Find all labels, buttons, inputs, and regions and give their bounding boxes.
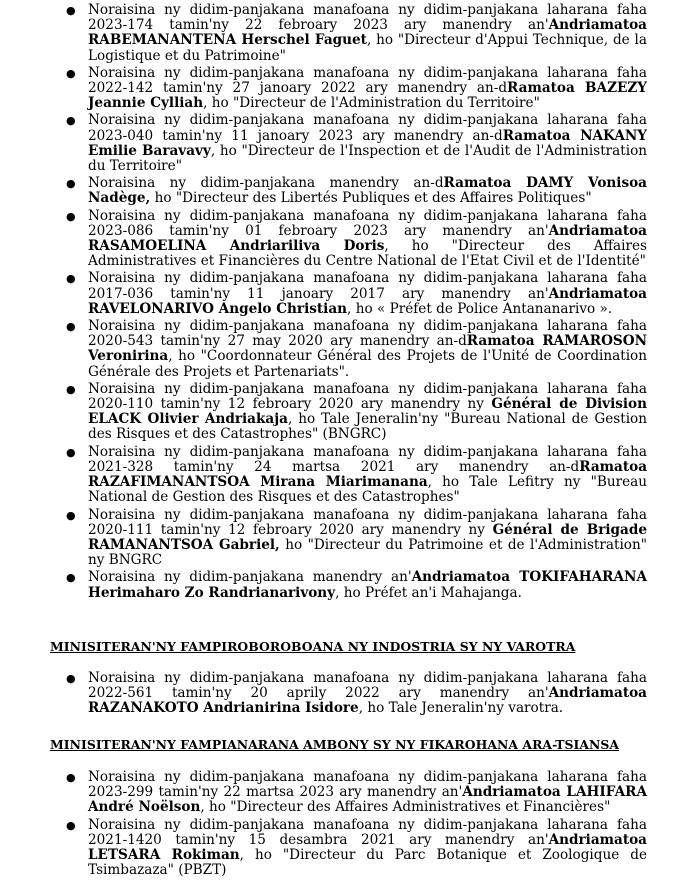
bullet-icon: ●: [66, 445, 76, 459]
appointee-name: Ramatoa NAKANY Emilie Baravavy: [88, 127, 647, 159]
appointee-name: Andriamatoa TOKIFAHARANA Herimaharo Zo Randrianarivony: [88, 569, 647, 601]
bullet-icon: ●: [66, 508, 76, 522]
section-heading-fampianarana: MINISITERAN'NY FAMPIANARANA AMBONY SY NY FIKAROHANA ARA-TSIANSA: [50, 737, 620, 752]
list-item: ● Noraisina ny didim-panjakana manafoana ny didim-panjakana laharana faha 2023-299 tamin'ny 22 martsa 2023 ary manendry an'Andriamatoa LAHIFARA André Noëlson, ho "Directeur des Affaires Administratives et Financières": [66, 769, 647, 816]
list-item: ● Noraisina ny didim-panjakana manafoana ny didim-panjakana laharana faha 2020-111 tamin'ny 12 febroary 2020 ary manendry ny Général de Brigade RAMANANTSOA Gabriel, ho "Directeur du Patrimoine et de l'Administration" ny BNGRC: [66, 506, 647, 569]
appointee-name: Ramatoa RAZAFIMANANTSOA Mirana Miarimanana: [88, 458, 647, 491]
appointee-name: Ramatoa DAMY Vonisoa Nadège,: [88, 175, 647, 207]
appointee-name: Général de Division ELACK Olivier Andriakaja: [88, 396, 648, 428]
appointee-name: Général de Brigade RAMANANTSOA Gabriel,: [88, 521, 647, 553]
bullet-icon: ●: [66, 209, 76, 223]
appointee-name: Andriamatoa RAVELONARIVO Angelo Christian: [88, 285, 647, 317]
bullet-icon: ●: [66, 818, 76, 832]
decree-list-industria: [0, 671, 679, 719]
list-item: ● Noraisina ny didim-panjakana manendry an-dRamatoa DAMY Vonisoa Nadège, ho "Directeur des Libertés Publiques et des Affaires Politiques": [66, 175, 647, 207]
decree-list-territory: [0, 3, 679, 603]
decree-list-fampianarana: [0, 770, 679, 880]
list-item: ● Noraisina ny didim-panjakana manafoana ny didim-panjakana laharana faha 2021-1420 tamin'ny 15 desambra 2021 ary manendry an'Andriamatoa LETSARA Rokiman, ho "Directeur du Parc Botanique et Zoologique de Tsimbazaza" (PBZT): [66, 816, 647, 879]
bullet-icon: ●: [66, 320, 76, 334]
list-item: ● Noraisina ny didim-panjakana manafoana ny didim-panjakana laharana faha 2022-561 tamin'ny 20 aprily 2022 ary manendry an'Andriamatoa RAZANAKOTO Andrianirina Isidore, ho Tale Jeneralin'ny varotra.: [66, 670, 647, 717]
bullet-icon: ●: [66, 272, 76, 286]
list-item: ● Noraisina ny didim-panjakana manafoana ny didim-panjakana laharana faha 2021-328 tamin'ny 24 martsa 2021 ary manendry an-dRamatoa RAZAFIMANANTSOA Mirana Miarimanana, ho Tale Lefitry ny "Bureau National de Gestion des Risques et des Catastrophes": [66, 443, 647, 506]
list-item: ● Noraisina ny didim-panjakana manafoana ny didim-panjakana laharana faha 2020-110 tamin'ny 12 febroary 2020 ary manendry ny Général de Division ELACK Olivier Andriakaja, ho Tale Jeneralin'ny "Bureau National de Gestion des Risques et des Catastrophes" (BNGRC): [66, 380, 648, 443]
list-item: ● Noraisina ny didim-panjakana manafoana ny didim-panjakana laharana faha 2023-040 tamin'ny 11 janoary 2023 ary manendry an-dRamatoa NAKANY Emilie Baravavy, ho "Directeur de l'Inspection et de l'Audit de l'Administration du Territoire": [66, 112, 648, 175]
list-item: ● Noraisina ny didim-panjakana manendry an'Andriamatoa TOKIFAHARANA Herimaharo Zo Randrianarivony, ho Préfet an'i Mahajanga.: [66, 569, 647, 601]
bullet-icon: ●: [66, 177, 76, 191]
bullet-icon: ●: [66, 672, 76, 685]
appointee-name: Andriamatoa RABEMANANTENA Herschel Faguet: [88, 17, 647, 49]
list-item: ● Noraisina ny didim-panjakana manafoana ny didim-panjakana laharana faha 2022-142 tamin'ny 27 janoary 2022 ary manendry an-dRamatoa BAZEZY Jeannie Cylliah, ho "Directeur de l'Administration du Territoire": [66, 64, 647, 112]
list-item: ● Noraisina ny didim-panjakana manafoana ny didim-panjakana laharana faha 2023-086 tamin'ny 01 febroary 2023 ary manendry an'Andriamatoa RASAMOELINA Andriariliva Doris, ho "Directeur des Affaires Administratives et Financières du Centre National de l'Etat Civil et de l'Identité": [66, 207, 647, 270]
bullet-icon: ●: [66, 771, 76, 784]
list-item: ● Noraisina ny didim-panjakana manafoana ny didim-panjakana laharana faha 2023-174 tamin'ny 22 febroary 2023 ary manendry an'Andriamatoa RABEMANANTENA Herschel Faguet, ho "Directeur d'Appui Technique, de la Logistique et du Patrimoine": [66, 2, 647, 64]
list-item: ● Noraisina ny didim-panjakana manafoana ny didim-panjakana laharana faha 2020-543 tamin'ny 27 may 2020 ary manendry an-dRamatoa RAMAROSON Veronirina, ho "Coordonnateur Général des Projets de l'Unité de Coordination Générale des Projets et Partenariats".: [66, 318, 647, 380]
appointee-name: Ramatoa RAMAROSON Veronirina: [88, 333, 647, 365]
appointee-name: Andriamatoa RASAMOELINA Andriariliva Doris: [88, 222, 647, 255]
bullet-icon: ●: [66, 382, 76, 396]
appointee-name: Andriamatoa LAHIFARA André Noëlson: [88, 784, 647, 816]
appointee-name: Ramatoa BAZEZY Jeannie Cylliah: [88, 80, 647, 112]
list-item: ● Noraisina ny didim-panjakana manafoana ny didim-panjakana laharana faha 2017-036 tamin'ny 11 janoary 2017 ary manendry an'Andriamatoa RAVELONARIVO Angelo Christian, ho « Préfet de Police Antananarivo ».: [66, 270, 647, 317]
bullet-icon: ●: [66, 66, 76, 80]
appointee-name: Andriamatoa LETSARA Rokiman: [88, 831, 647, 864]
bullet-icon: ●: [66, 4, 76, 17]
bullet-icon: ●: [66, 571, 76, 585]
appointee-name: Andriamatoa RAZANAKOTO Andrianirina Isidore: [88, 685, 647, 717]
bullet-icon: ●: [66, 114, 76, 128]
section-heading-industria: MINISITERAN'NY FAMPIROBOROBOANA NY INDOSTRIA SY NY VAROTRA: [50, 639, 576, 654]
